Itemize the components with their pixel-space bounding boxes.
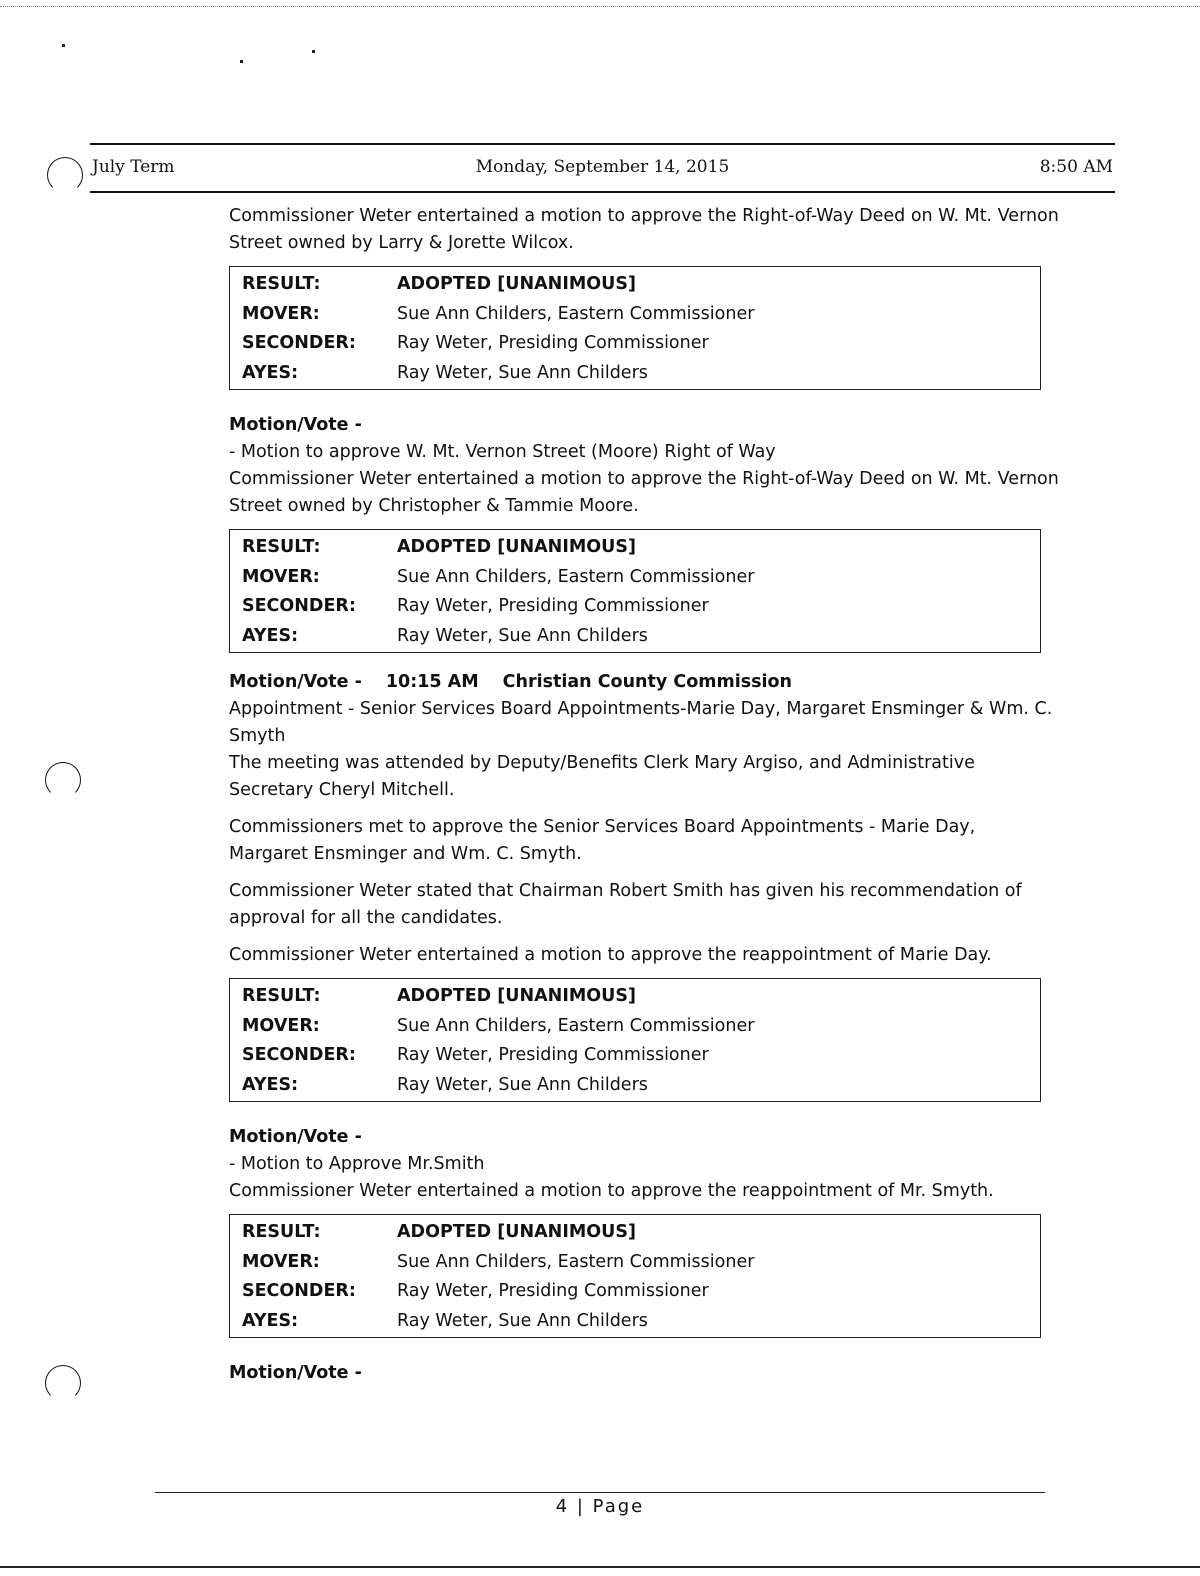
motion-vote-label: Motion/Vote - bbox=[229, 672, 362, 692]
minutes-paragraph: Commissioner Weter stated that Chairman Robert Smith has given his recommendation of approval for all the candidates. bbox=[229, 881, 1022, 928]
mover-label: MOVER: bbox=[242, 566, 320, 587]
mover-row bbox=[230, 300, 1040, 330]
result-value: ADOPTED [UNANIMOUS] bbox=[397, 274, 636, 294]
result-row bbox=[230, 533, 1040, 563]
vote-result-table bbox=[229, 266, 1041, 390]
motion-description: Commissioner Weter entertained a motion to approve the Right-of-Way Deed on W. Mt. Vernon Street owned by Larry & Jorette Wilcox. bbox=[229, 206, 1059, 253]
ayes-value: Ray Weter, Sue Ann Childers bbox=[397, 625, 648, 646]
result-label: RESULT: bbox=[242, 274, 321, 294]
seconder-value: Ray Weter, Presiding Commissioner bbox=[397, 1045, 709, 1065]
motion-vote-heading: Motion/Vote - bbox=[229, 1363, 362, 1383]
punch-hole bbox=[47, 157, 83, 193]
result-label: RESULT: bbox=[242, 537, 321, 557]
scan-speck bbox=[240, 60, 243, 63]
ayes-label: AYES: bbox=[242, 362, 299, 383]
minutes-content bbox=[229, 203, 1059, 1387]
mover-value: Sue Ann Childers, Eastern Commissioner bbox=[397, 566, 755, 587]
result-value: ADOPTED [UNANIMOUS] bbox=[397, 537, 636, 557]
ayes-value: Ray Weter, Sue Ann Childers bbox=[397, 1074, 648, 1095]
meeting-date: Monday, September 14, 2015 bbox=[475, 157, 730, 177]
result-row bbox=[230, 982, 1040, 1012]
mover-row bbox=[230, 1248, 1040, 1278]
mover-row bbox=[230, 1012, 1040, 1042]
mover-value: Sue Ann Childers, Eastern Commissioner bbox=[397, 1015, 755, 1036]
result-row bbox=[230, 270, 1040, 300]
vote-result-table bbox=[229, 529, 1041, 653]
ayes-label: AYES: bbox=[242, 625, 299, 646]
seconder-label: SECONDER: bbox=[242, 1281, 356, 1301]
seconder-row bbox=[230, 1277, 1040, 1307]
minutes-paragraph: Commissioners met to approve the Senior Services Board Appointments - Marie Day, Margaret Ensminger and Wm. C. Smyth. bbox=[229, 817, 976, 864]
scan-speck bbox=[312, 50, 315, 53]
mover-label: MOVER: bbox=[242, 1251, 320, 1272]
term-label: July Term bbox=[92, 157, 175, 177]
vote-result-table bbox=[229, 978, 1041, 1102]
seconder-label: SECONDER: bbox=[242, 596, 356, 616]
mover-value: Sue Ann Childers, Eastern Commissioner bbox=[397, 303, 755, 324]
ayes-row bbox=[230, 359, 1040, 389]
mover-row bbox=[230, 563, 1040, 593]
seconder-label: SECONDER: bbox=[242, 333, 356, 353]
seconder-row bbox=[230, 329, 1040, 359]
seconder-value: Ray Weter, Presiding Commissioner bbox=[397, 333, 709, 353]
result-label: RESULT: bbox=[242, 986, 321, 1006]
seconder-value: Ray Weter, Presiding Commissioner bbox=[397, 596, 709, 616]
mover-value: Sue Ann Childers, Eastern Commissioner bbox=[397, 1251, 755, 1272]
motion-title: - Motion to Approve Mr.Smith bbox=[229, 1154, 485, 1174]
ayes-label: AYES: bbox=[242, 1074, 299, 1095]
ayes-value: Ray Weter, Sue Ann Childers bbox=[397, 1310, 648, 1331]
page-number: 4 | Page bbox=[555, 1496, 645, 1517]
motion-description: Commissioner Weter entertained a motion to approve the reappointment of Mr. Smyth. bbox=[229, 1181, 994, 1201]
motion-vote-heading: Motion/Vote - bbox=[229, 1127, 362, 1147]
result-value: ADOPTED [UNANIMOUS] bbox=[397, 986, 636, 1006]
mover-label: MOVER: bbox=[242, 1015, 320, 1036]
appointment-line: Appointment - Senior Services Board Appointments-Marie Day, Margaret Ensminger & Wm. C. Smyth bbox=[229, 699, 1053, 746]
result-value: ADOPTED [UNANIMOUS] bbox=[397, 1222, 636, 1242]
seconder-label: SECONDER: bbox=[242, 1045, 356, 1065]
ayes-row bbox=[230, 622, 1040, 652]
vote-result-table bbox=[229, 1214, 1041, 1338]
motion-vote-time: 10:15 AM bbox=[385, 672, 479, 692]
meeting-time: 8:50 AM bbox=[1039, 157, 1113, 177]
scan-top-edge bbox=[0, 6, 1200, 7]
scan-speck bbox=[62, 44, 65, 47]
punch-hole bbox=[45, 1365, 81, 1401]
motion-description: Commissioner Weter entertained a motion to approve the reappointment of Marie Day. bbox=[229, 945, 992, 965]
motion-vote-body: Christian County Commission bbox=[502, 672, 793, 692]
motion-vote-heading: Motion/Vote - bbox=[229, 415, 362, 435]
seconder-value: Ray Weter, Presiding Commissioner bbox=[397, 1281, 709, 1301]
result-row bbox=[230, 1218, 1040, 1248]
ayes-row bbox=[230, 1071, 1040, 1101]
result-label: RESULT: bbox=[242, 1222, 321, 1242]
seconder-row bbox=[230, 1041, 1040, 1071]
motion-description: Commissioner Weter entertained a motion to approve the Right-of-Way Deed on W. Mt. Vernon Street owned by Christopher & Tammie Moore. bbox=[229, 469, 1059, 516]
scan-bottom-edge bbox=[0, 1566, 1200, 1568]
ayes-label: AYES: bbox=[242, 1310, 299, 1331]
motion-vote-heading bbox=[229, 669, 1059, 696]
page-header bbox=[90, 143, 1115, 193]
seconder-row bbox=[230, 592, 1040, 622]
punch-hole bbox=[45, 762, 81, 798]
motion-title: - Motion to approve W. Mt. Vernon Street (Moore) Right of Way bbox=[229, 442, 776, 462]
ayes-row bbox=[230, 1307, 1040, 1337]
footer-rule bbox=[155, 1492, 1045, 1493]
mover-label: MOVER: bbox=[242, 303, 320, 324]
ayes-value: Ray Weter, Sue Ann Childers bbox=[397, 362, 648, 383]
attendance-line: The meeting was attended by Deputy/Benefits Clerk Mary Argiso, and Administrative Secretary Cheryl Mitchell. bbox=[229, 753, 975, 800]
